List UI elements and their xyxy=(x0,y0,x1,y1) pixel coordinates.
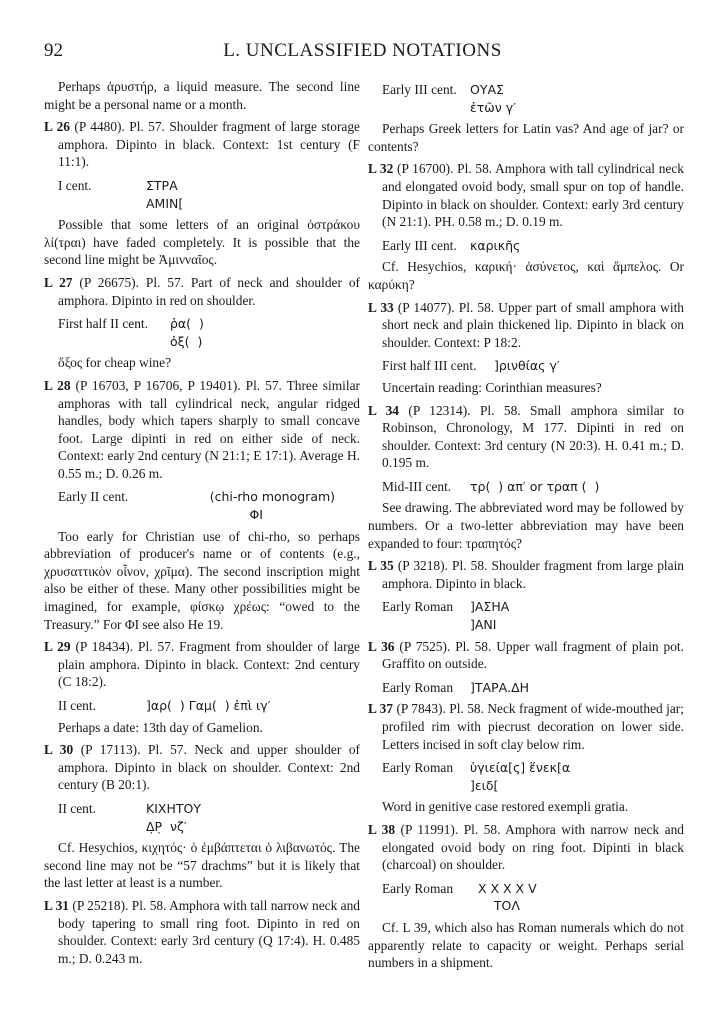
catalog-entry xyxy=(368,557,684,592)
inscription-line xyxy=(58,177,360,212)
inscription-date: II cent. xyxy=(58,698,96,713)
inscription-text: (chi-rho monogram) ΦΙ xyxy=(209,489,336,523)
inscription-line xyxy=(382,598,684,633)
commentary-paragraph: Word in genitive case restored exempli gratia. xyxy=(382,799,629,815)
right-column xyxy=(368,78,684,977)
inscription-date: Early Roman xyxy=(382,760,454,776)
inscription-text: καρικῆς xyxy=(470,237,521,253)
commentary-paragraph: Perhaps Greek letters for Latin vas? And age of jar? or contents? xyxy=(368,121,684,154)
entry-description: (P 4480). Pl. 57. Shoulder fragment of large storage amphora. Dipinto in black. Context: 1st century (F 11:1). xyxy=(58,119,360,170)
inscription-date: Mid-III cent. xyxy=(382,478,452,494)
commentary-paragraph: Cf. L 39, which also has Roman numerals which do not apparently relate to capacity or weight. Perhaps serial numbers in a shipment. xyxy=(368,919,684,971)
inscription-date: Early III cent. xyxy=(382,82,457,97)
inscription-line xyxy=(58,315,360,350)
commentary-paragraph: Cf. Hesychios, καρική· ἀσύνετος, καὶ ἄμπελος. Or καρύκη? xyxy=(368,259,684,292)
entry-text xyxy=(44,118,360,171)
entry-description: (P 7843). Pl. 58. Neck fragment of wide-mouthed jar; profiled rim with piecrust decoration on lower side. Letters incised in soft clay below rim. xyxy=(382,701,684,752)
entry-description: (P 17113). Pl. 57. Neck and upper shoulder of amphora. Dipinto in black on shoulder. Context: 2nd century (B 20:1). xyxy=(58,742,360,793)
entry-description: (P 7525). Pl. 58. Upper wall fragment of plain pot. Graffito on outside. xyxy=(382,638,684,672)
entry-description: (P 25218). Pl. 58. Amphora with tall narrow neck and body tapering to small ring foot. Dipinto in red on shoulder. Context: early 3rd century (Q 17:4). H. 0.485 m.; D. 0.243 m. xyxy=(58,897,360,966)
commentary-paragraph: Perhaps ἀρυστήρ, a liquid measure. The second line might be a personal name or a month. xyxy=(44,79,360,112)
inscription-line xyxy=(58,488,360,523)
entry-label: L 30 xyxy=(44,742,74,758)
commentary-paragraph: Cf. Hesychios, κιχητός· ὁ ἐμβάπτεται ὁ λιβανωτός. The second line may not be “57 drachms” but it is likely that the last letter at least is a number. xyxy=(44,840,360,891)
entry-label: L 32 xyxy=(368,161,394,177)
inscription-line xyxy=(382,759,684,794)
entry-text xyxy=(44,377,360,483)
catalog-entry xyxy=(44,377,360,483)
inscription-line xyxy=(382,357,684,375)
inscription-line xyxy=(58,697,360,715)
entry-label: L 35 xyxy=(368,558,394,574)
inscription-line xyxy=(382,478,684,496)
inscription-text: ΟΥΑΣ ἐτῶν γ′ xyxy=(470,82,516,115)
commentary-paragraph: Too early for Christian use of chi-rho, so perhaps abbreviation of producer's name or of contents (e.g., χρυσαττικὸν οἶνον, χρῖμα). The second inscription might also be either of these. Many other possibilities might be imagined, for example, φίσκῳ χρέως: “owed to the Treasury.” For ΦΙ see also He 19. xyxy=(44,528,360,632)
commentary-paragraph: Perhaps a date: 13th day of Gamelion. xyxy=(58,719,263,735)
inscription-date: Early Roman xyxy=(382,679,454,695)
inscription-line xyxy=(382,81,684,116)
commentary-paragraph: Uncertain reading: Corinthian measures? xyxy=(382,379,602,395)
catalog-entry xyxy=(44,741,360,794)
catalog-entry xyxy=(368,821,684,874)
left-column xyxy=(44,78,360,973)
entry-text xyxy=(44,638,360,691)
inscription-line xyxy=(58,800,360,835)
inscription-date: II cent. xyxy=(58,800,96,816)
entry-text xyxy=(368,160,684,230)
inscription-date: Early II cent. xyxy=(58,489,129,505)
entry-text xyxy=(368,402,684,472)
entry-description: (P 26675). Pl. 57. Part of neck and shoulder of amphora. Dipinto in red on shoulder. xyxy=(58,274,360,308)
inscription-date: Early Roman xyxy=(382,880,454,896)
inscription-text: ]ΑΣΗΑ ]ΑΝΙ xyxy=(470,599,510,633)
catalog-entry xyxy=(368,700,684,753)
inscription-text: X X X X V ΤΟΛ xyxy=(477,880,537,914)
entry-label: L 33 xyxy=(368,299,394,315)
entry-label: L 36 xyxy=(368,638,395,654)
inscription-text: ]αρ( ) Γαμ( ) ἐπὶ ιγ′ xyxy=(146,698,271,713)
catalog-entry xyxy=(368,160,684,230)
inscription-text: ]ΤΑΡΑ.ΔΗ xyxy=(470,679,530,695)
inscription-text: ]ρινθίας γ′ xyxy=(494,358,560,374)
catalog-entry xyxy=(44,274,360,309)
entry-description: (P 11991). Pl. 58. Amphora with narrow neck and elongated ovoid body on ring foot. Dipinti in black (charcoal) on shoulder. xyxy=(382,821,684,873)
inscription-date: Early Roman xyxy=(382,599,454,615)
page-header xyxy=(44,40,681,68)
inscription-text: ΣΤΡΑ ΑΜΙΝ[ xyxy=(146,177,184,211)
catalog-entry xyxy=(368,638,684,673)
entry-description: (P 16703, P 16706, P 19401). Pl. 57. Three similar amphoras with tall cylindrical neck, angular ridged handles, body which tapers sharply to small concave foot. Large dipinti in red on either side of neck. Context: early 2nd century (N 21:1; E 17:1). Average H. 0.55 m.; D. 0.26 m. xyxy=(58,377,360,481)
catalog-entry xyxy=(44,118,360,171)
running-head: L. UNCLASSIFIED NOTATIONS xyxy=(223,40,502,61)
catalog-entry xyxy=(44,638,360,691)
entry-text xyxy=(368,638,684,673)
entry-label: L 26 xyxy=(44,119,70,135)
inscription-line xyxy=(382,679,684,697)
inscription-line xyxy=(382,880,684,915)
entry-description: (P 14077). Pl. 58. Upper part of small amphora with short neck and plain thickened lip. Dipinto in black on shoulder. Context: P 18:2. xyxy=(382,299,684,350)
entry-label: L 29 xyxy=(44,639,71,655)
entry-description: (P 3218). Pl. 58. Shoulder fragment from large plain amphora. Dipinto in black. xyxy=(382,558,684,591)
entry-label: L 38 xyxy=(368,821,396,837)
inscription-text: ὑγιεία[ς] ἕνεκ[α ]ειδ[ xyxy=(470,760,571,793)
inscription-date: I cent. xyxy=(58,177,92,193)
page-number: 92 xyxy=(44,40,63,61)
entry-text xyxy=(368,299,684,352)
inscription-text: ῥα( ) ὀξ( ) xyxy=(170,316,204,349)
entry-label: L 37 xyxy=(368,701,394,717)
inscription-date: Early III cent. xyxy=(382,237,457,253)
entry-label: L 31 xyxy=(44,897,69,913)
commentary-paragraph: ὄξος for cheap wine? xyxy=(58,355,172,371)
entry-text xyxy=(368,557,684,592)
entry-label: L 28 xyxy=(44,377,71,393)
commentary-paragraph: Possible that some letters of an original ὀστράκου λί(τραι) have faded completely. It is possible that the second line might be Ἀμινναῖος. xyxy=(44,217,360,268)
inscription-line xyxy=(382,237,684,255)
commentary-paragraph: See drawing. The abbreviated word may be followed by numbers. Or a two-letter abbreviation may have been expanded to four: τραπητός? xyxy=(368,500,684,551)
inscription-date: First half III cent. xyxy=(382,358,477,374)
entry-text xyxy=(368,700,684,753)
entry-text xyxy=(44,897,360,967)
entry-text xyxy=(44,741,360,794)
inscription-text: ΚΙΧΗΤΟΥ Δ̣Ρ̣ νζ′ xyxy=(146,800,201,834)
inscription-date: First half II cent. xyxy=(58,316,148,332)
catalog-entry xyxy=(44,897,360,967)
catalog-entry xyxy=(368,402,684,472)
inscription-text: τρ( ) απ′ or τραπ ( ) xyxy=(470,478,600,494)
entry-label: L 34 xyxy=(368,402,399,418)
entry-text xyxy=(368,821,684,874)
entry-text xyxy=(44,274,360,309)
entry-description: (P 16700). Pl. 58. Amphora with tall cylindrical neck and elongated ovoid body, small spur on top of handle. Dipinto in black on shoulder. Context: early 3rd century (N 21:1). PH. 0.58 m.; D. 0.19 m. xyxy=(382,161,684,230)
entry-description: (P 12314). Pl. 58. Small amphora similar to Robinson, Chronology, M 177. Dipinti in red on shoulder. Context: 3rd century (N 20:3). H. 0.41 m.; D. 0.195 m. xyxy=(382,402,684,471)
catalog-entry xyxy=(368,299,684,352)
entry-label: L 27 xyxy=(44,274,73,290)
entry-description: (P 18434). Pl. 57. Fragment from shoulder of large plain amphora. Dipinto in black. Context: 2nd century (C 18:2). xyxy=(58,639,360,690)
